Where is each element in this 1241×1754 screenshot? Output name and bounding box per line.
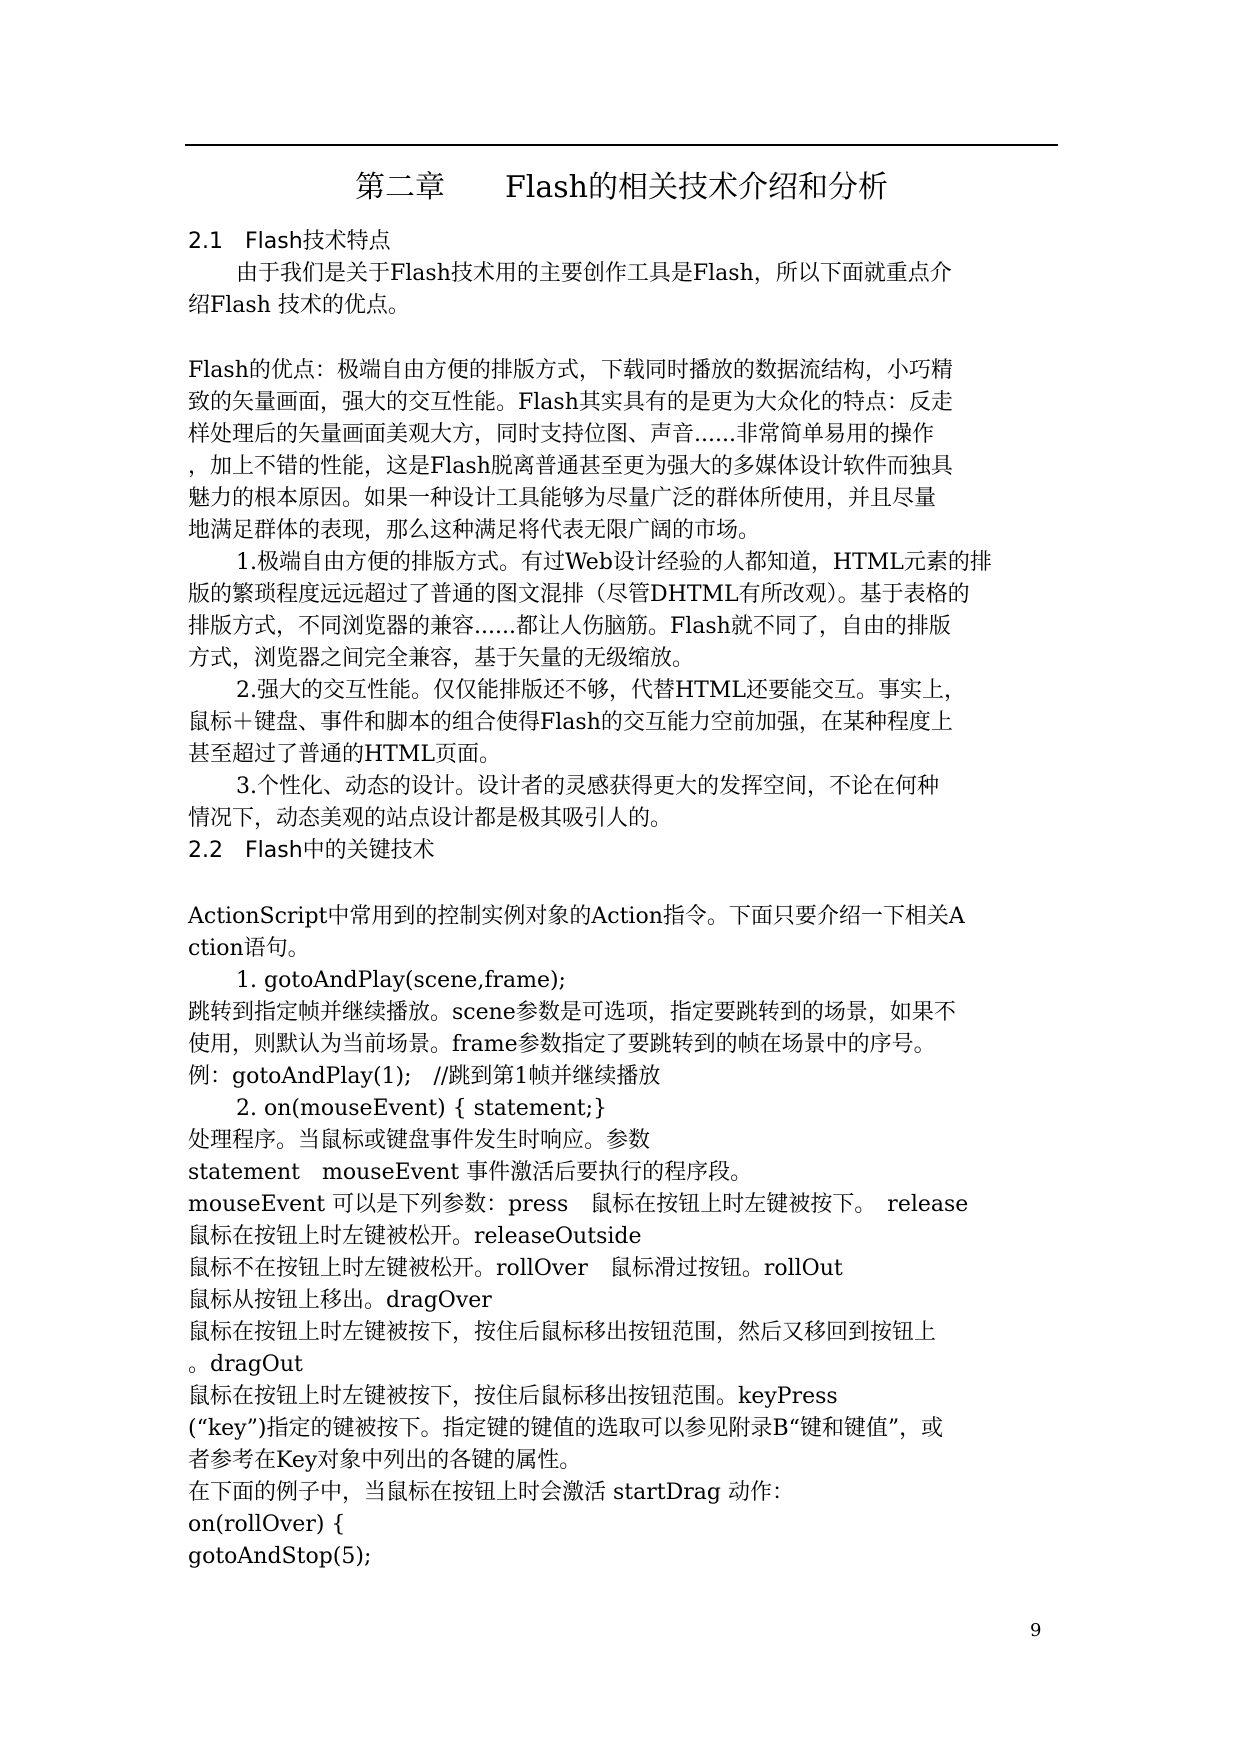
paragraph-line: 鼠标＋键盘、事件和脚本的组合使得Flash的交互能力空前加强，在某种程度上 — [188, 710, 953, 735]
paragraph-line: 甚至超过了普通的HTML页面。 — [188, 742, 501, 767]
paragraph-line: 跳转到指定帧并继续播放。scene参数是可选项，指定要跳转到的场景，如果不 — [188, 1000, 956, 1025]
page-number: 9 — [1030, 1620, 1042, 1641]
chapter-title: 第二章 Flash的相关技术介绍和分析 — [354, 170, 888, 205]
paragraph-line: 绍Flash 技术的优点。 — [188, 293, 410, 318]
paragraph-line: statement mouseEvent 事件激活后要执行的程序段。 — [188, 1160, 753, 1185]
paragraph-line: 在下面的例子中，当鼠标在按钮上时会激活 startDrag 动作： — [188, 1480, 794, 1505]
paragraph-line: 。dragOut — [188, 1352, 303, 1377]
code-item-2: 2. on(mouseEvent) { statement;} — [236, 1096, 608, 1121]
paragraph-line: Flash的优点：极端自由方便的排版方式，下载同时播放的数据流结构，小巧精 — [188, 358, 953, 383]
paragraph-line: 样处理后的矢量画面美观大方，同时支持位图、声音......非常简单易用的操作 — [188, 422, 934, 447]
code-line: gotoAndStop(5); — [188, 1544, 372, 1569]
paragraph-line: 版的繁琐程度远远超过了普通的图文混排（尽管DHTML有所改观）。基于表格的 — [188, 582, 970, 607]
code-item-1: 1. gotoAndPlay(scene,frame); — [236, 968, 566, 993]
paragraph-line: 鼠标在按钮上时左键被松开。releaseOutside — [188, 1224, 642, 1249]
paragraph-line: (“key”)指定的键被按下。指定键的键值的选取可以参见附录B“键和键值”，或 — [188, 1416, 944, 1441]
paragraph-line: 魅力的根本原因。如果一种设计工具能够为尽量广泛的群体所使用，并且尽量 — [188, 486, 937, 511]
list-item-2: 2.强大的交互性能。仅仅能排版还不够，代替HTML还要能交互。事实上， — [236, 678, 966, 703]
example-line: 例：gotoAndPlay(1); //跳到第1帧并继续播放 — [188, 1064, 661, 1089]
paragraph-line: 使用，则默认为当前场景。frame参数指定了要跳转到的帧在场景中的序号。 — [188, 1032, 936, 1057]
paragraph-line: 鼠标不在按钮上时左键被松开。rollOver 鼠标滑过按钮。rollOut — [188, 1256, 843, 1281]
paragraph-line: ，加上不错的性能，这是Flash脱离普通甚至更为强大的多媒体设计软件而独具 — [188, 454, 953, 479]
paragraph-line: 鼠标在按钮上时左键被按下，按住后鼠标移出按钮范围，然后又移回到按钮上 — [188, 1320, 937, 1345]
paragraph-line: 由于我们是关于Flash技术用的主要创作工具是Flash，所以下面就重点介 — [236, 261, 952, 286]
paragraph-line: mouseEvent 可以是下列参数：press 鼠标在按钮上时左键被按下。 release — [188, 1192, 969, 1217]
paragraph-line: 鼠标在按钮上时左键被按下，按住后鼠标移出按钮范围。keyPress — [188, 1384, 838, 1409]
section-heading-2-2: 2.2 Flash中的关键技术 — [188, 838, 435, 863]
paragraph-line: 地满足群体的表现，那么这种满足将代表无限广阔的市场。 — [188, 518, 761, 543]
list-item-1: 1.极端自由方便的排版方式。有过Web设计经验的人都知道，HTML元素的排 — [236, 550, 992, 575]
paragraph-line: 鼠标从按钮上移出。dragOver — [188, 1288, 492, 1313]
paragraph-line: ActionScript中常用到的控制实例对象的Action指令。下面只要介绍一下相关A — [188, 904, 965, 929]
section-heading-2-1: 2.1 Flash技术特点 — [188, 229, 391, 254]
paragraph-line: 处理程序。当鼠标或键盘事件发生时响应。参数 — [188, 1128, 651, 1153]
list-item-3: 3.个性化、动态的设计。设计者的灵感获得更大的发挥空间，不论在何种 — [236, 774, 939, 799]
paragraph-line: 者参考在Key对象中列出的各键的属性。 — [188, 1448, 582, 1473]
paragraph-line: 排版方式，不同浏览器的兼容......都让人伤脑筋。Flash就不同了，自由的排版 — [188, 614, 951, 639]
paragraph-line: 情况下，动态美观的站点设计都是极其吸引人的。 — [188, 806, 673, 831]
paragraph-line: 致的矢量画面，强大的交互性能。Flash其实具有的是更为大众化的特点：反走 — [188, 390, 953, 415]
paragraph-line: 方式，浏览器之间完全兼容，基于矢量的无级缩放。 — [188, 646, 695, 671]
code-line: on(rollOver) { — [188, 1512, 346, 1537]
paragraph-line: ction语句。 — [188, 936, 310, 961]
header-rule — [185, 144, 1058, 146]
